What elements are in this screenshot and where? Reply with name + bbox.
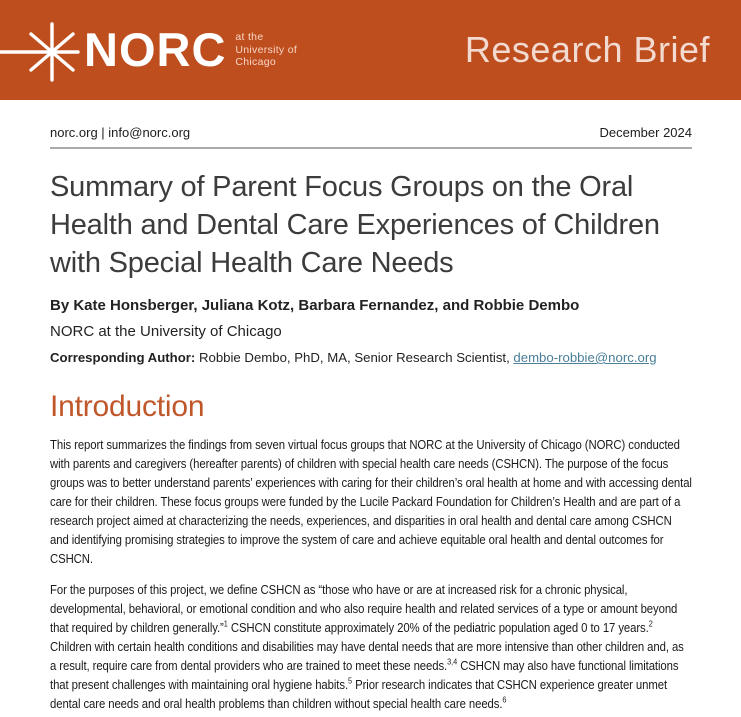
norc-tagline bbox=[235, 31, 297, 69]
corresponding-author-text: Robbie Dembo, PhD, MA, Senior Research Scientist, bbox=[195, 350, 514, 365]
norc-starburst-icon bbox=[0, 0, 80, 100]
document-content bbox=[50, 168, 692, 713]
meta-row bbox=[50, 125, 692, 141]
norc-wordmark: NORC bbox=[84, 23, 227, 76]
norc-tagline-line: University of bbox=[235, 43, 298, 56]
paragraph: For the purposes of this project, we define CSHCN as “those who have or are at increased risk for a chronic physical, developmental, behavioral, or emotional condition and who also require health and related services of a type or amount beyond that required by children generally.”$^1$ CSHCN constitute approximately 20% of the pediatric population aged 0 to 17 years.$^2$ Children with certain health conditions and disabilities may have dental needs that are more intensive than other children and, as a result, require care from dental providers who are trained to meet these needs.$^{3,4}$ CSHCN may also have functional limitations that present challenges with maintaining oral hygiene habits.$^5$ Prior research indicates that CSHCN experience greater unmet dental care needs and oral health problems than children without special health care needs.$^6$ bbox=[50, 582, 684, 711]
paragraph: This report summarizes the findings from seven virtual focus groups that NORC at the University of Chicago (NORC) conducted with parents and caregivers (hereafter parents) of children with special health care needs (CSHCN). The purpose of the focus groups was to better understand parents’ experiences with caring for their children’s oral health at home and with accessing dental care for their children. These focus groups were funded by the Lucile Packard Foundation for Children’s Health and are part of a research project aimed at characterizing the needs, experiences, and disparities in oral health and dental care among CSHCN and identifying promising strategies to improve the system of care and achieve equitable oral health and dental outcomes for CSHCN. bbox=[50, 437, 692, 566]
norc-logo bbox=[0, 0, 297, 100]
divider-line bbox=[50, 147, 692, 149]
corresponding-author-label: Corresponding Author: bbox=[50, 350, 196, 365]
contact-text: norc.org | info@norc.org bbox=[50, 125, 191, 140]
date-text: December 2024 bbox=[599, 125, 692, 140]
header-banner bbox=[0, 0, 741, 100]
norc-tagline-line: at the bbox=[235, 31, 264, 44]
corresponding-author-line bbox=[50, 349, 692, 366]
author-affiliation: NORC at the University of Chicago bbox=[50, 323, 282, 340]
section-heading-introduction: Introduction bbox=[50, 390, 205, 423]
introduction-body bbox=[50, 435, 692, 713]
research-brief-label: Research Brief bbox=[464, 29, 710, 70]
corresponding-email-link[interactable]: dembo-robbie@norc.org bbox=[513, 350, 657, 365]
norc-tagline-line: Chicago bbox=[235, 56, 277, 69]
document-title: Summary of Parent Focus Groups on the Oral Health and Dental Care Experiences of Children with Special Health Care Needs bbox=[50, 171, 660, 279]
author-byline: By Kate Honsberger, Juliana Kotz, Barbara Fernandez, and Robbie Dembo bbox=[50, 297, 580, 314]
